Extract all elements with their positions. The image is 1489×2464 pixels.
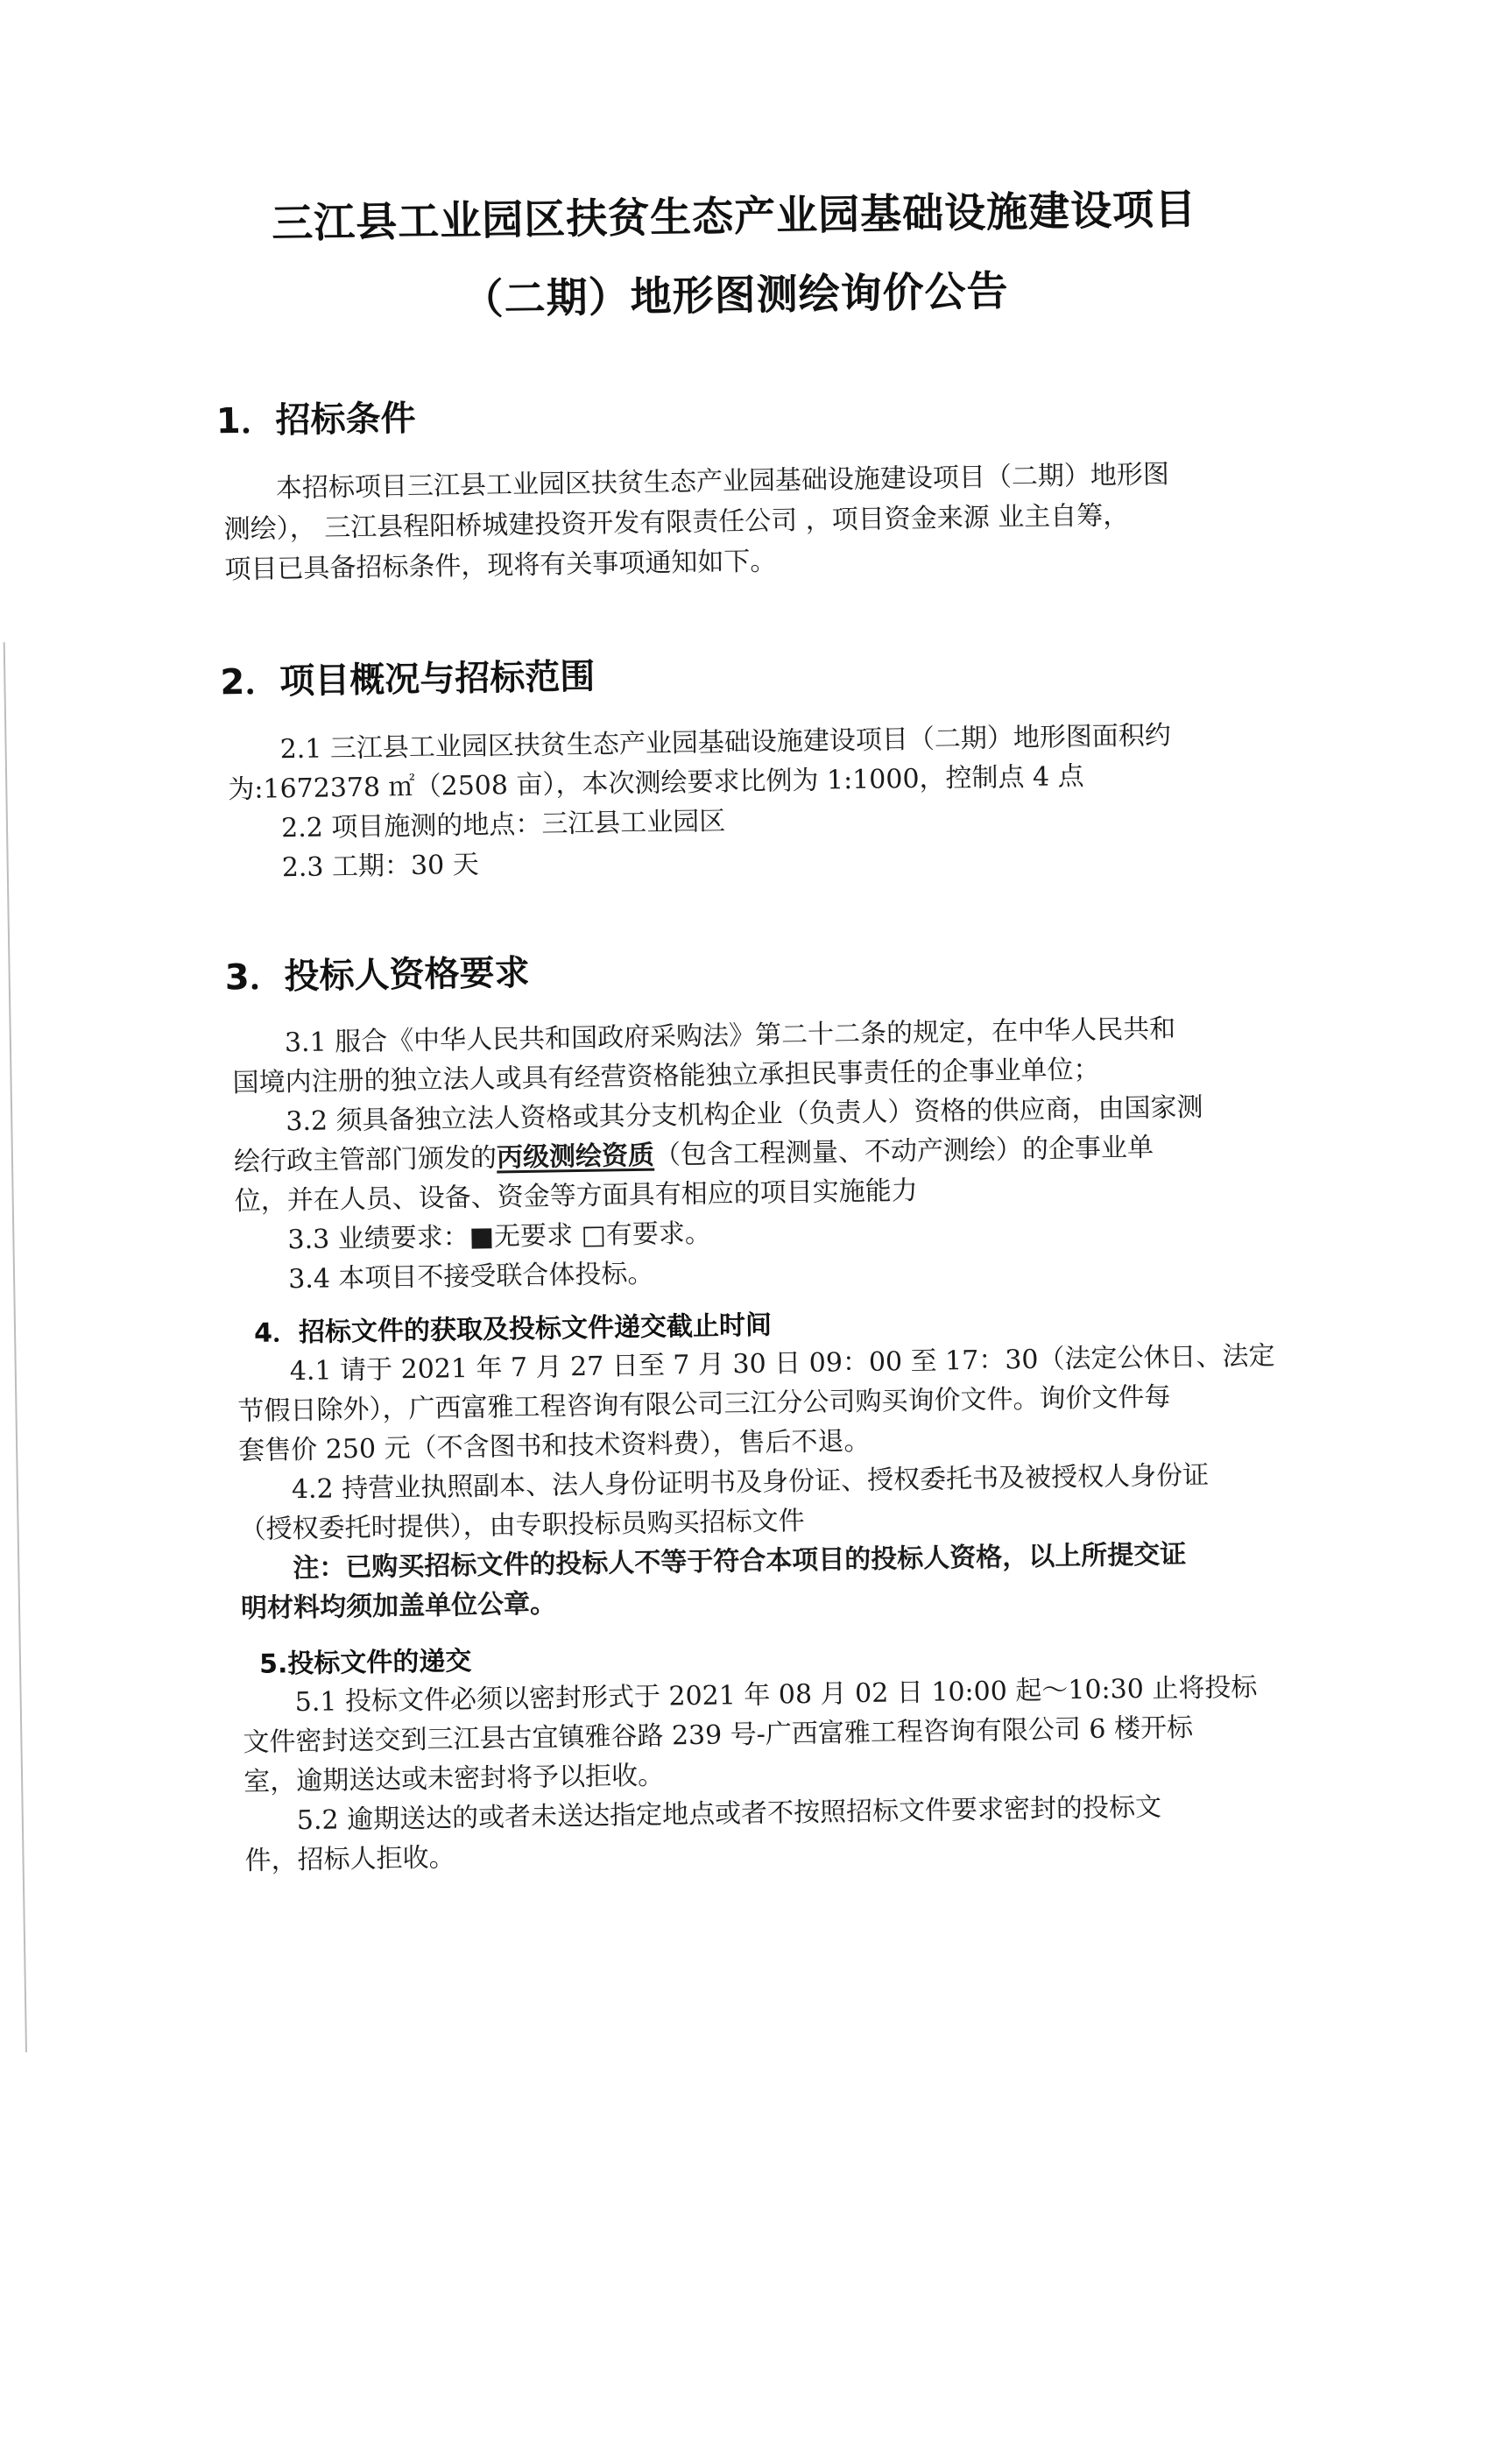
section-4-line: （授权委托时提供），由专职投标员购买招标文件 — [239, 1506, 805, 1546]
section-3-line: 3.1 服合《中华人民共和国政府采购法》第二十二条的规定，在中华人民共和 — [284, 1013, 1176, 1059]
section-1-line: 本招标项目三江县工业园区扶贫生态产业园基础设施建设项目（二期）地形图 — [275, 459, 1170, 505]
section-5-line: 件，招标人拒收。 — [244, 1842, 455, 1877]
qualification-suffix: （包含工程测量、不动产测绘）的企事业单 — [653, 1132, 1154, 1171]
section-1-heading: 1．招标条件 — [215, 398, 416, 442]
section-2-line: 2.3 工期：30 天 — [281, 849, 480, 884]
section-3-line: 位，并在人员、设备、资金等方面具有相应的项目实施能力 — [234, 1175, 918, 1218]
section-1-line: 测绘）， 三江县程阳桥城建投资开发有限责任公司 ，项目资金来源 业主自筹， — [223, 500, 1130, 546]
section-3-line: 3.3 业绩要求：■无要求 □有要求。 — [287, 1218, 712, 1256]
section-2-line: 2.1 三江县工业园区扶贫生态产业园基础设施建设项目（二期）地形图面积约 — [279, 720, 1172, 766]
section-4-heading: 4．招标文件的获取及投标文件递交截止时间 — [253, 1310, 773, 1349]
section-3-heading: 3．投标人资格要求 — [224, 952, 530, 999]
section-5-line: 文件密封送交到三江县古宜镇雅谷路 239 号-广西富雅工程咨询有限公司 6 楼开标 — [243, 1712, 1194, 1759]
section-4-note-line: 明材料均须加盖单位公章。 — [240, 1588, 557, 1625]
section-4-line: 节假日除外），广西富雅工程咨询有限公司三江分公司购买询价文件。询价文件每 — [237, 1381, 1171, 1428]
section-5-line: 5.2 逾期送达的或者未送达指定地点或者不按照招标文件要求密封的投标文 — [296, 1791, 1162, 1837]
section-2-heading: 2．项目概况与招标范围 — [220, 656, 596, 703]
qualification-prefix: 绘行政主管部门颁发的 — [233, 1142, 498, 1178]
qualification-grade: 丙级测绘资质 — [496, 1140, 655, 1174]
section-2-line: 为:1672378 ㎡（2508 亩），本次测绘要求比例为 1:1000，控制点 4 点 — [228, 760, 1084, 806]
section-4-note-line: 注：已购买招标文件的投标人不等于符合本项目的投标人资格，以上所提交证 — [293, 1539, 1187, 1585]
document-title-line-1: 三江县工业园区扶贫生态产业园基础设施建设项目 — [271, 185, 1197, 249]
section-3-line: 3.4 本项目不接受联合体投标。 — [287, 1258, 654, 1296]
scan-edge-shadow — [4, 642, 27, 2052]
section-3-line: 3.2 须具备独立法人资格或其分支机构企业（负责人）资格的供应商，由国家测 — [286, 1091, 1203, 1138]
document-title-line-2: （二期）地形图测绘询价公告 — [462, 267, 1009, 324]
section-3-line: 国境内注册的独立法人或具有经营资格能独立承担民事责任的企事业单位； — [232, 1054, 1100, 1099]
section-4-line: 4.1 请于 2021 年 7 月 27 日至 7 月 30 日 09：00 至 17：30（法定公休日、法定 — [289, 1340, 1275, 1387]
section-4-line: 4.2 持营业执照副本、法人身份证明书及身份证、授权委托书及被授权人身份证 — [291, 1459, 1210, 1506]
section-1-line: 项目已具备招标条件，现将有关事项通知如下。 — [224, 546, 777, 586]
section-2-line: 2.2 项目施测的地点：三江县工业园区 — [280, 806, 726, 844]
section-5-line: 室，逾期送达或未密封将予以拒收。 — [243, 1760, 665, 1798]
section-5-line: 5.1 投标文件必须以密封形式于 2021 年 08 月 02 日 10:00 起～10:30 止将投标 — [294, 1671, 1258, 1719]
section-5-heading: 5.投标文件的递交 — [258, 1646, 472, 1680]
section-4-line: 套售价 250 元（不含图书和技术资料费），售后不退。 — [237, 1425, 871, 1467]
